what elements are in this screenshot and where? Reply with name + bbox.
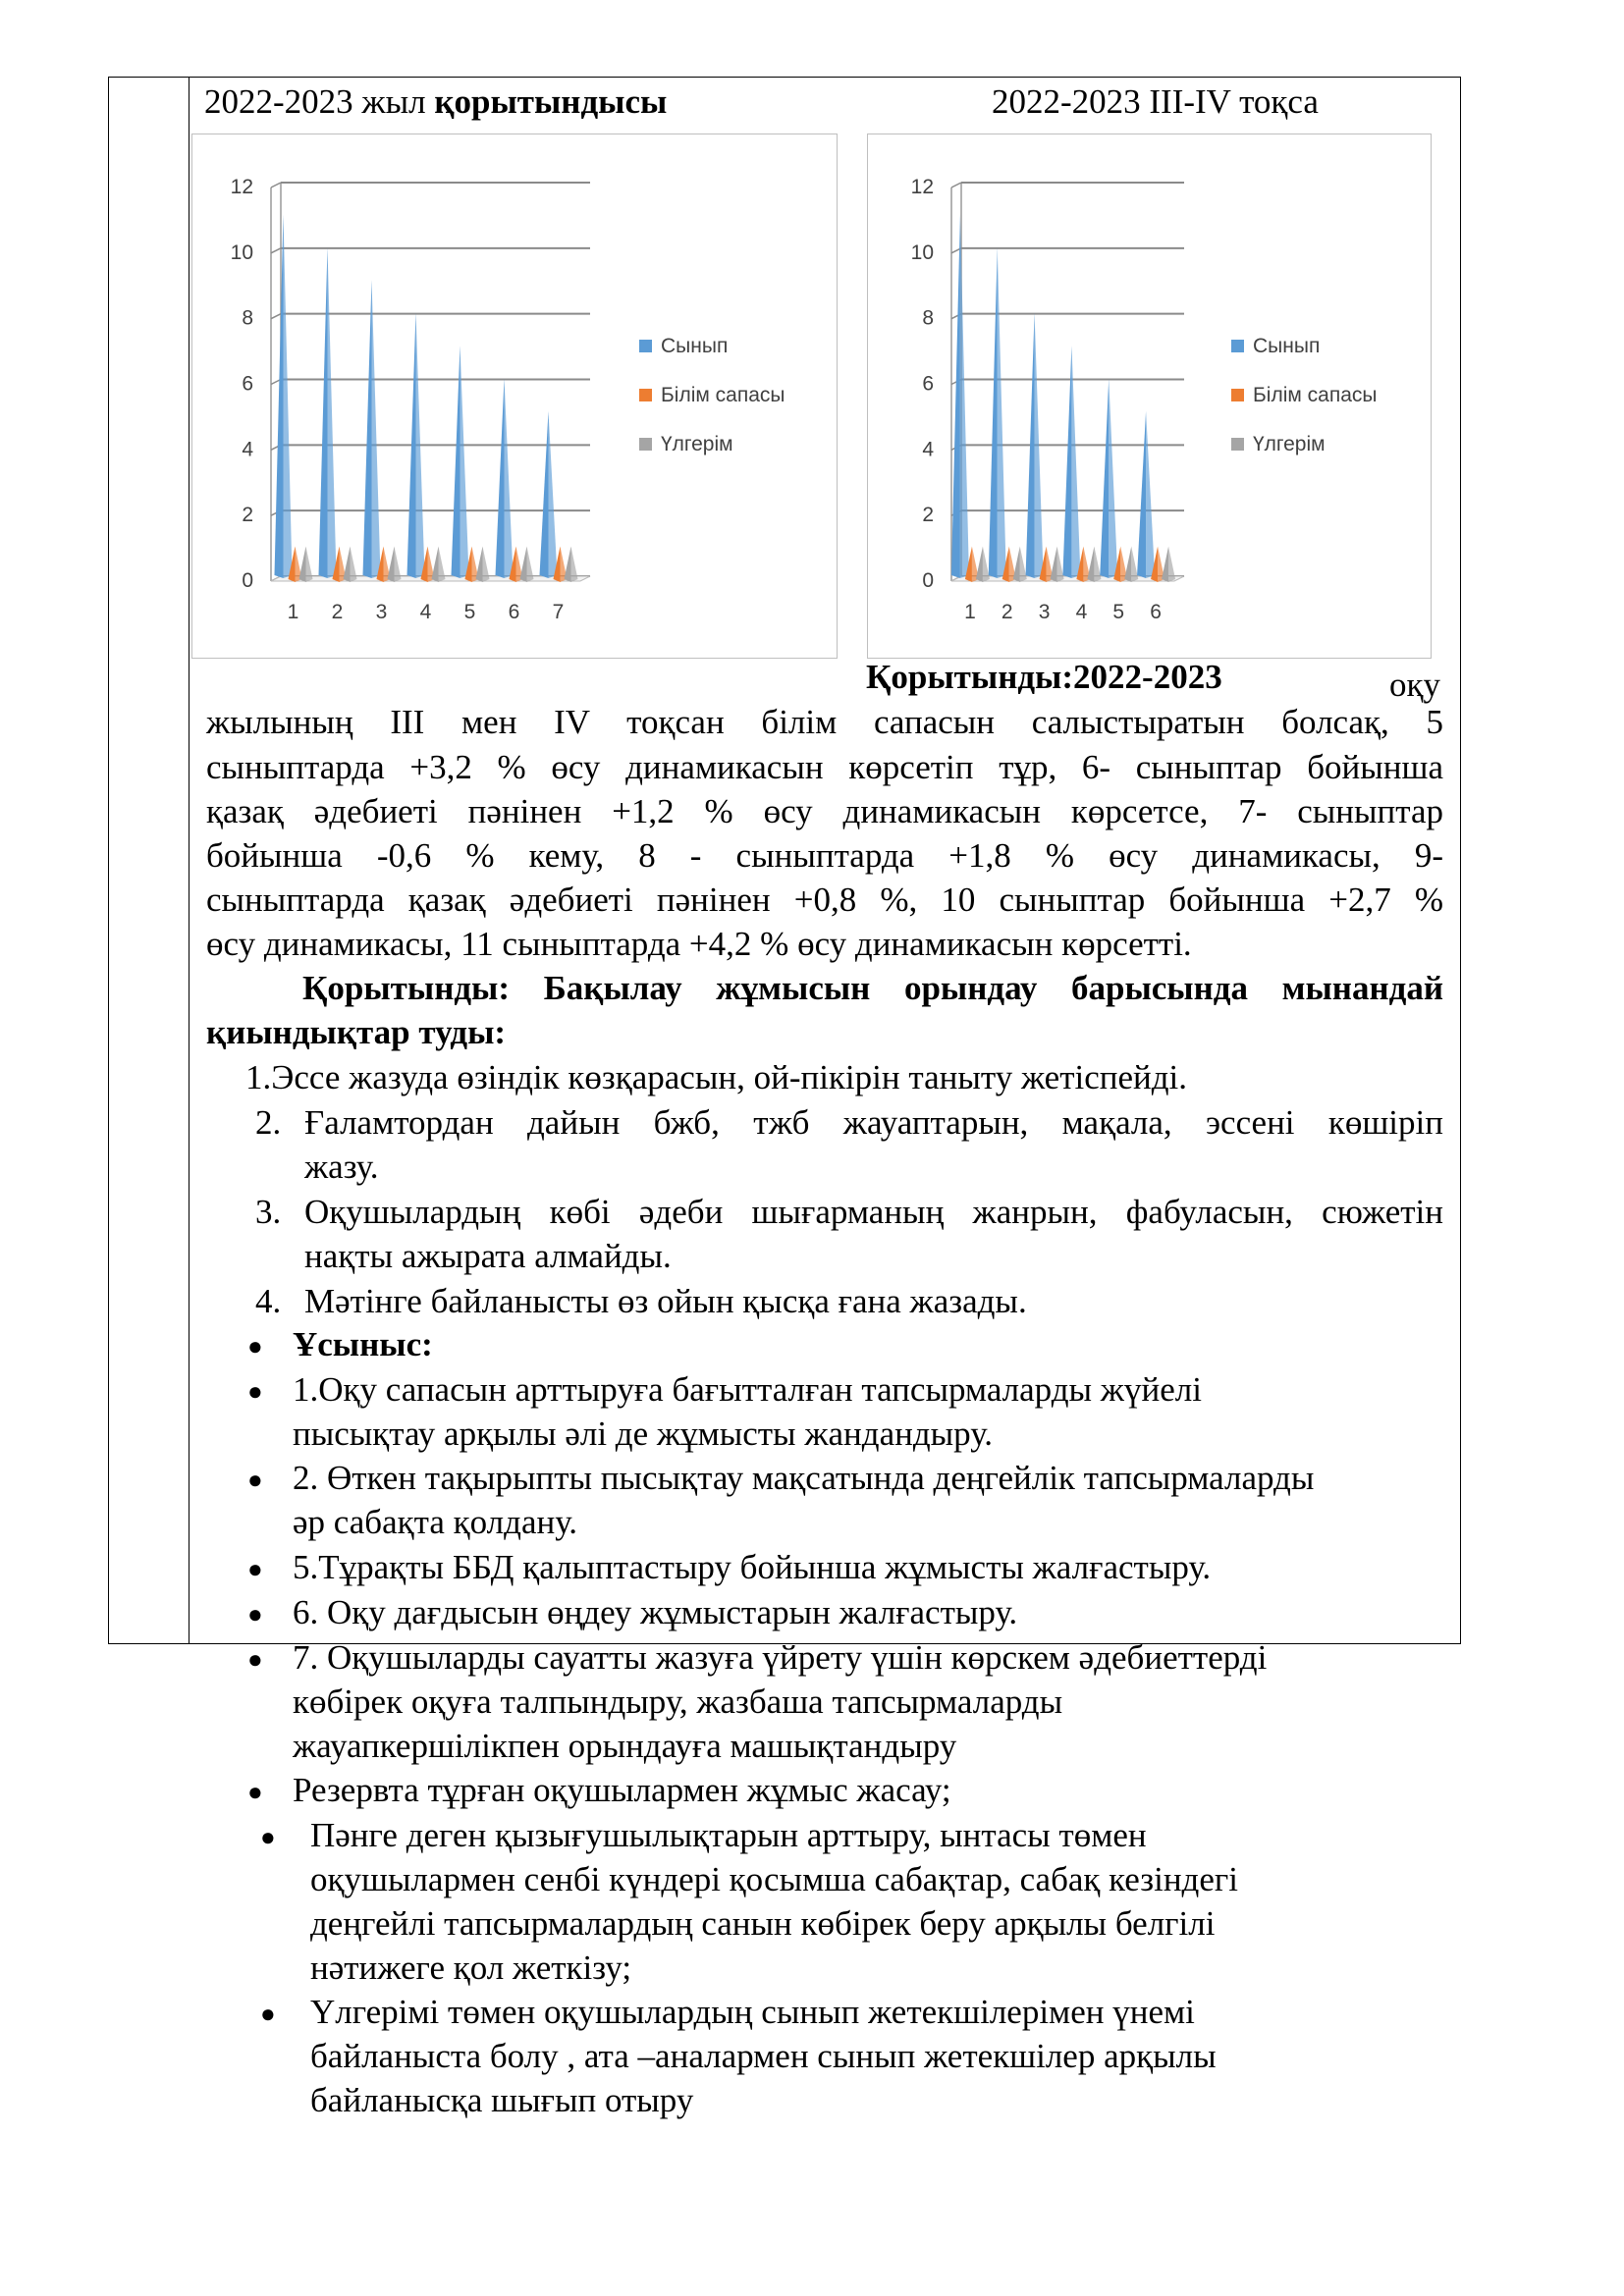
bar-cone-left — [976, 547, 983, 582]
y-tick-label: 6 — [242, 372, 253, 396]
chart1-frame — [191, 133, 838, 659]
x-tick-label: 3 — [1038, 601, 1051, 623]
gridline-depth — [271, 183, 281, 187]
proposal-item-cont: пысықтау арқылы әлі де жұмысты жандандыру. — [293, 1415, 993, 1453]
conclusion1-line: қазақ әдебиеті пәнінен +1,2 % өсу динамикасын көрсетсе, 7- сыныптар — [206, 792, 1443, 830]
chart1-title-text: 2022-2023 жыл — [204, 82, 435, 121]
y-tick-label: 2 — [922, 504, 934, 527]
bar-cone-left — [540, 411, 549, 578]
legend-label: Үлгерім — [1253, 433, 1326, 455]
conclusion2-heading: Қорытынды: Бақылау жұмысын орындау барысында мынандай — [302, 969, 1443, 1007]
legend-label: Сынып — [1253, 335, 1321, 357]
legend-swatch — [1231, 438, 1244, 451]
proposal-item-cont: оқушылармен сенбі күндері қосымша сабақтар, сабақ кезіндегі — [310, 1860, 1238, 1898]
proposal-item: Резервта тұрған оқушылармен жұмыс жасау; — [293, 1771, 951, 1809]
bar-cone-right — [306, 547, 313, 582]
proposal-item: 1.Оқу сапасын арттыруға бағытталған тапсырмаларды жүйелі — [293, 1370, 1202, 1409]
difficulty-item-number: 4. — [255, 1282, 282, 1320]
difficulty-item-3: Оқушылардың көбі әдеби шығарманың жанрын, фабуласын, сюжетін — [304, 1193, 1443, 1231]
legend-label: Білім сапасы — [661, 384, 785, 406]
bar-cone-left — [1162, 547, 1168, 582]
bar-cone-left — [319, 247, 328, 578]
proposal-item-cont: деңгейлі тапсырмалардың санын көбірек беру арқылы белгілі — [310, 1904, 1216, 1943]
bullet-marker: ● — [247, 1778, 263, 1806]
proposal-item: 5.Тұрақты ББД қалыптастыру бойынша жұмысты жалғастыру. — [293, 1548, 1212, 1586]
y-tick-label: 12 — [910, 176, 934, 198]
bar-cone-right — [549, 411, 558, 578]
x-tick-label: 1 — [964, 601, 976, 623]
proposal-item-cont: нәтижеге қол жеткізу; — [310, 1949, 632, 1987]
bar-cone-left — [1137, 411, 1146, 578]
bar-cone-left — [452, 346, 460, 578]
bar-cone-right — [372, 280, 381, 578]
difficulty-item-4: Мәтінге байланысты өз ойын қысқа ғана жазады. — [304, 1282, 1027, 1320]
bar-cone-right — [395, 547, 402, 582]
bar-cone-left — [1124, 547, 1131, 582]
y-tick-label: 6 — [922, 372, 934, 396]
chart2-frame — [867, 133, 1432, 659]
y-tick-label: 10 — [910, 240, 934, 264]
bar-cone-right — [1168, 547, 1175, 582]
y-tick-label: 8 — [922, 306, 934, 330]
chart2-svg — [868, 134, 1433, 660]
bar-cone-left — [476, 547, 483, 582]
bar-cone-left — [1051, 547, 1057, 582]
legend-swatch — [639, 340, 652, 352]
bar-cone-right — [460, 346, 469, 578]
bar-cone-right — [1057, 547, 1064, 582]
bar-cone-right — [1071, 346, 1080, 578]
bar-cone-right — [983, 547, 990, 582]
bar-cone-right — [439, 547, 446, 582]
bar-cone-right — [1146, 411, 1155, 578]
bar-cone-left — [275, 214, 284, 578]
difficulty-item-2-cont: жазу. — [304, 1148, 379, 1186]
proposal-item: Пәнге деген қызығушылықтарын арттыру, ынтасы төмен — [310, 1816, 1147, 1854]
conclusion1-heading: Қорытынды:2022-2023 — [866, 658, 1222, 696]
x-tick-label: 1 — [287, 601, 299, 623]
proposal-heading: Ұсыныс: — [293, 1325, 433, 1363]
bar-cone-right — [960, 214, 969, 578]
conclusion1-line: жылының ІІІ мен ІV тоқсан білім сапасын салыстыратын болсақ, 5 — [206, 703, 1443, 741]
difficulty-item-number: 2. — [255, 1103, 282, 1142]
bar-cone-left — [1087, 547, 1094, 582]
proposal-item: 7. Оқушыларды сауатты жазуға үйрету үшін көрскем әдебиеттерді — [293, 1638, 1268, 1677]
x-tick-label: 4 — [419, 601, 432, 623]
proposal-item-cont: байланыста болу , ата –аналармен сынып жетекшілер арқылы — [310, 2037, 1217, 2075]
bullet-marker: ● — [260, 2000, 276, 2028]
gridline-depth — [271, 314, 281, 319]
x-tick-label: 6 — [508, 601, 520, 623]
legend-swatch — [639, 389, 652, 401]
chart1-svg — [192, 134, 839, 660]
bar-cone-left — [989, 247, 998, 578]
difficulty-item-3-cont: нақты ажырата алмайды. — [304, 1237, 672, 1275]
bar-cone-left — [565, 547, 571, 582]
bullet-marker: ● — [247, 1377, 263, 1406]
chart2-title: 2022-2023 ІІІ-ІV тоқса — [992, 82, 1319, 121]
bar-cone-left — [363, 280, 372, 578]
conclusion1-line: бойынша -0,6 % кему, 8 - сыныптарда +1,8 % өсу динамикасы, 9- — [206, 836, 1443, 875]
x-tick-label: 2 — [331, 601, 344, 623]
x-tick-label: 5 — [463, 601, 476, 623]
bar-cone-left — [1013, 547, 1020, 582]
bar-cone-right — [328, 247, 337, 578]
bar-cone-right — [571, 547, 578, 582]
legend-swatch — [1231, 389, 1244, 401]
legend-label: Білім сапасы — [1253, 384, 1378, 406]
gridline-depth — [951, 183, 961, 187]
bullet-marker: ● — [247, 1645, 263, 1674]
y-tick-label: 12 — [230, 176, 253, 198]
bar-cone-right — [1131, 547, 1138, 582]
proposal-item-cont: байланысқа шығып отыру — [310, 2081, 694, 2119]
x-tick-label: 2 — [1001, 601, 1013, 623]
proposal-item: 2. Өткен тақырыпты пысықтау мақсатында деңгейлік тапсырмаларды — [293, 1459, 1315, 1497]
bar-cone-right — [284, 214, 293, 578]
bar-cone-right — [527, 547, 534, 582]
legend-label: Үлгерім — [661, 433, 733, 455]
chart1-title — [204, 82, 667, 122]
difficulty-item-2: Ғаламтордан дайын бжб, тжб жауаптарын, мақала, эссені көшіріп — [304, 1103, 1443, 1142]
conclusion2-heading-cont: қиындықтар туды: — [206, 1013, 507, 1051]
conclusion1-last-line: өсу динамикасы, 11 сыныптарда +4,2 % өсу динамикасын көрсетті. — [206, 925, 1192, 963]
x-tick-label: 3 — [375, 601, 388, 623]
bar-cone-right — [1109, 379, 1117, 579]
legend-swatch — [639, 438, 652, 451]
x-tick-label: 7 — [552, 601, 565, 623]
bar-cone-left — [299, 547, 306, 582]
legend-label: Сынып — [661, 335, 729, 357]
bullet-marker: ● — [260, 1823, 276, 1851]
chart1-title-bold: қорытындысы — [434, 82, 668, 121]
bullet-marker: ● — [247, 1332, 263, 1361]
proposal-item-cont: көбірек оқуға талпындыру, жазбаша тапсырмаларды — [293, 1682, 1063, 1721]
bar-cone-left — [1062, 346, 1071, 578]
y-tick-label: 4 — [242, 438, 253, 461]
bar-cone-left — [1100, 379, 1109, 579]
gridline-depth — [271, 248, 281, 253]
bar-cone-left — [520, 547, 527, 582]
proposal-item: 6. Оқу дағдысын өңдеу жұмыстарын жалғастыру. — [293, 1593, 1018, 1631]
y-tick-label: 10 — [230, 240, 253, 264]
bar-cone-left — [951, 214, 960, 578]
proposal-item-cont: жауапкершілікпен орындауға машықтандыру — [293, 1727, 957, 1765]
x-tick-label: 6 — [1150, 601, 1162, 623]
difficulty-item-1: 1.Эссе жазуда өзіндік көзқарасын, ой-пікірін таныту жетіспейді. — [245, 1058, 1188, 1096]
difficulty-item-number: 3. — [255, 1193, 282, 1231]
bar-cone-left — [388, 547, 395, 582]
y-tick-label: 0 — [922, 569, 934, 592]
bar-cone-left — [432, 547, 439, 582]
bullet-marker: ● — [247, 1466, 263, 1494]
x-tick-label: 4 — [1075, 601, 1088, 623]
y-tick-label: 0 — [242, 569, 253, 592]
bar-cone-right — [998, 247, 1006, 578]
bar-cone-right — [1020, 547, 1027, 582]
y-tick-label: 4 — [922, 438, 934, 461]
bar-cone-right — [483, 547, 490, 582]
conclusion1-heading-tail: оқу — [1389, 666, 1441, 704]
x-tick-label: 5 — [1112, 601, 1125, 623]
bar-cone-left — [496, 379, 505, 579]
conclusion1-line: сыныптарда +3,2 % өсу динамикасын көрсетіп тұр, 6- сыныптар бойынша — [206, 748, 1443, 786]
legend-swatch — [1231, 340, 1244, 352]
bar-cone-right — [505, 379, 514, 579]
proposal-item: Үлгерімі төмен оқушылардың сынып жетекшілерімен үнемі — [310, 1993, 1195, 2031]
y-tick-label: 8 — [242, 306, 253, 330]
bar-cone-right — [1094, 547, 1101, 582]
bullet-marker: ● — [247, 1555, 263, 1583]
conclusion1-line: сыныптарда қазақ әдебиеті пәнінен +0,8 %, 10 сыныптар бойынша +2,7 % — [206, 881, 1443, 919]
bullet-marker: ● — [247, 1600, 263, 1629]
bar-cone-left — [344, 547, 351, 582]
bar-cone-right — [351, 547, 357, 582]
proposal-item-cont: әр сабақта қолдану. — [293, 1503, 577, 1541]
y-tick-label: 2 — [242, 504, 253, 527]
